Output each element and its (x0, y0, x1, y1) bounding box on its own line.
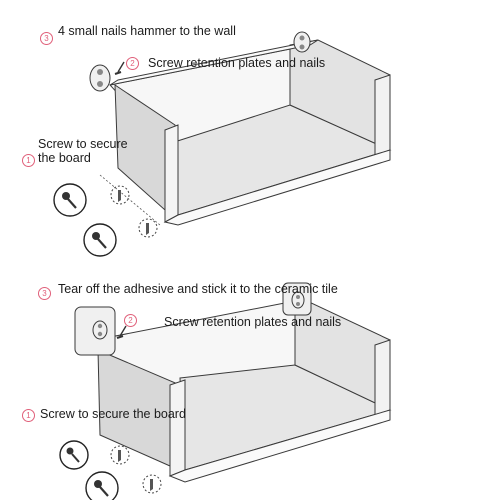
screw-icon-3 (60, 441, 88, 469)
screw-icon-1 (54, 184, 86, 216)
screw-icon-2 (84, 224, 116, 256)
top-shelf-left-panel-face (165, 125, 178, 222)
retention-plate-right (294, 32, 310, 52)
bottom-step-1-label: Screw to secure the board (40, 407, 186, 421)
bottom-step-2-label: Screw retention plates and nails (164, 315, 342, 329)
top-step-3-label: 4 small nails hammer to the wall (58, 24, 236, 38)
top-shelf-right-panel-front (375, 75, 390, 155)
step-number-badge: 2 (124, 314, 137, 327)
step-number-badge: 1 (22, 409, 35, 422)
retention-plate-bottom-left (93, 321, 107, 339)
bottom-shelf-left-panel-face (170, 380, 185, 476)
step-number-badge: 3 (38, 287, 51, 300)
nail-icon (115, 62, 124, 74)
top-step-2-label: Screw retention plates and nails (148, 56, 326, 70)
retention-plate-left (90, 65, 110, 91)
step-number-badge: 3 (40, 32, 53, 45)
bottom-step-3-label: Tear off the adhesive and stick it to the ceramic tile (58, 282, 338, 296)
bottom-shelf-right-panel-front (375, 340, 390, 415)
screw-icon-4 (86, 472, 118, 500)
step-number-badge: 2 (126, 57, 139, 70)
top-step-1-label: Screw to secure the board (38, 137, 128, 165)
step-number-badge: 1 (22, 154, 35, 167)
